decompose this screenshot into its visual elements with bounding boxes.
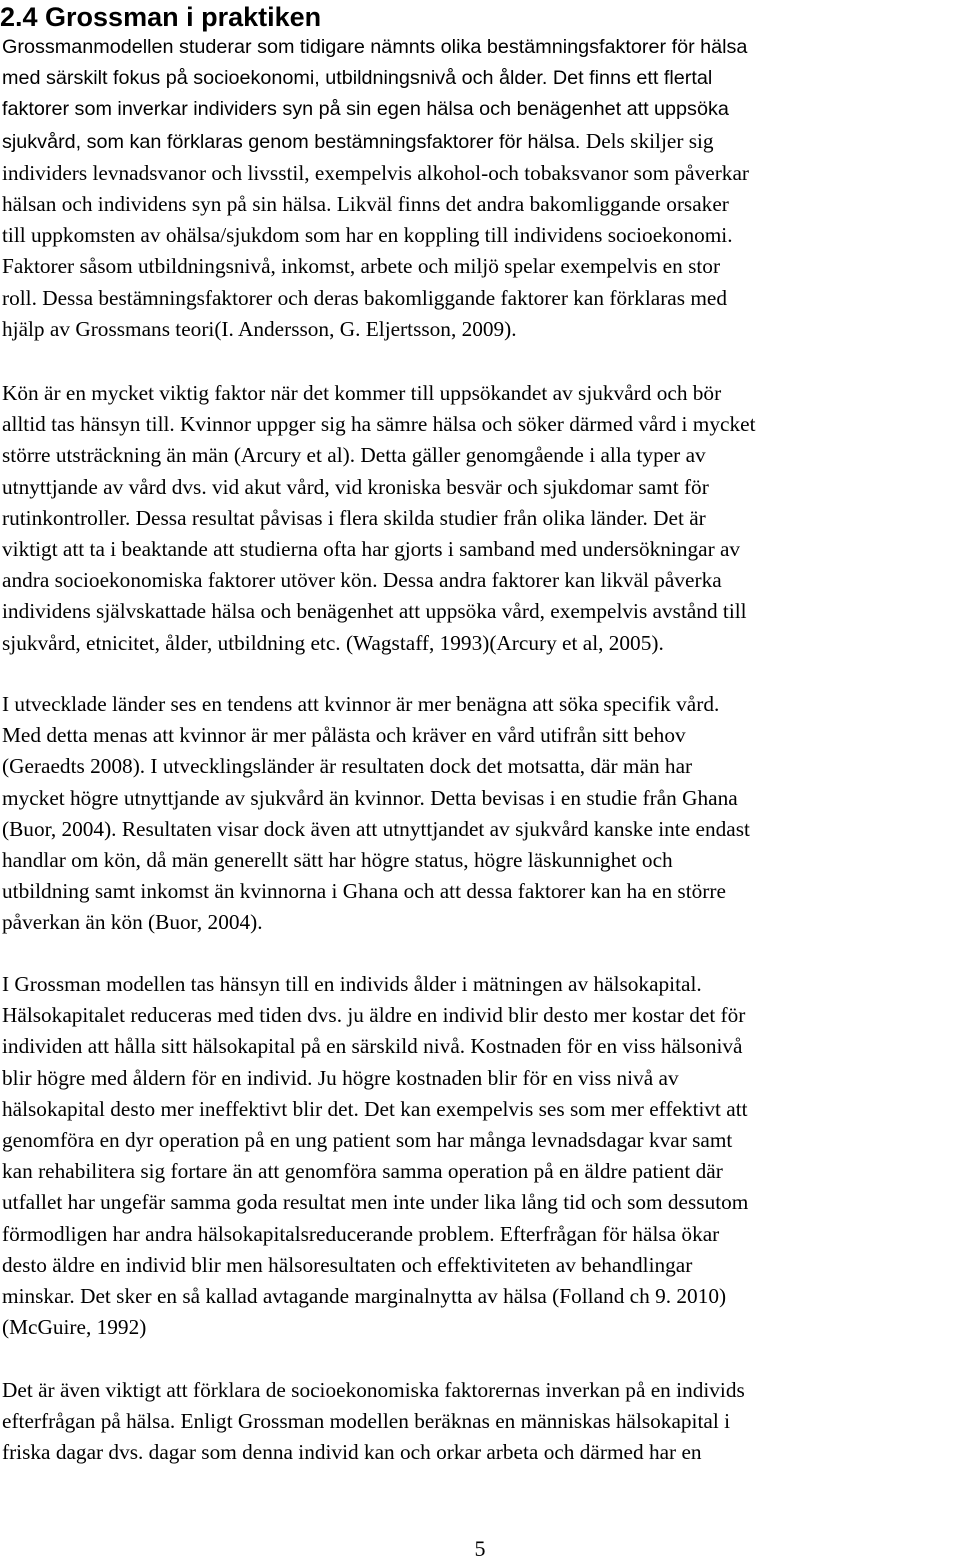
- text-line: rutinkontroller. Dessa resultat påvisas i flera skilda studier från olika länder. Det är: [2, 505, 706, 530]
- text-line: desto äldre en individ blir men hälsoresultaten och effektiviteten av behandlingar: [2, 1252, 693, 1277]
- text-line: Med detta menas att kvinnor är mer pålästa och kräver en vård utifrån sitt behov: [2, 723, 686, 748]
- text-line: alltid tas hänsyn till. Kvinnor uppger sig ha sämre hälsa och söker därmed vård i mycket: [2, 412, 756, 437]
- text-line: hjälp av Grossmans teori(I. Andersson, G. Eljertsson, 2009).: [2, 316, 517, 341]
- text-line: (Geraedts 2008). I utvecklingsländer är resultaten dock det motsatta, där män har: [2, 754, 693, 779]
- text-line: (McGuire, 1992): [2, 1315, 147, 1340]
- section-heading: 2.4 Grossman i praktiken: [0, 2, 322, 32]
- paragraph-socioeconomic: [2, 1375, 745, 1469]
- text-line: individens självskattade hälsa och benägenhet att uppsöka vård, exempelvis avstånd till: [2, 599, 747, 624]
- text-line: till uppkomsten av ohälsa/sjukdom som har en koppling till individens socioekonomi.: [2, 223, 733, 248]
- paragraph-intro: [2, 32, 749, 345]
- text-line: genomföra en dyr operation på en ung patient som har många levnadsdagar kvar samt: [2, 1128, 733, 1153]
- text-line: Det är även viktigt att förklara de socioekonomiska faktorernas inverkan på en individs: [2, 1378, 745, 1402]
- text-line: med särskilt fokus på socioekonomi, utbildningsnivå och ålder. Det finns ett flertal: [2, 67, 713, 90]
- page-number: 5: [474, 1536, 486, 1561]
- text-line: Faktorer såsom utbildningsnivå, inkomst, arbete och miljö spelar exempelvis en stor: [2, 254, 721, 279]
- text-line: utbildning samt inkomst än kvinnorna i Ghana och att dessa faktorer kan ha en större: [2, 879, 726, 904]
- text-line: påverkan än kön (Buor, 2004).: [2, 910, 263, 935]
- text-line: I Grossman modellen tas hänsyn till en individs ålder i mätningen av hälsokapital.: [2, 972, 702, 996]
- text-line: Kön är en mycket viktig faktor när det kommer till uppsökandet av sjukvård och bör: [2, 381, 722, 405]
- text-line: handlar om kön, då män generellt sätt har högre status, högre läskunnighet och: [2, 848, 673, 873]
- text-line: viktigt att ta i beaktande att studierna ofta har gjorts i samband med undersökningar av: [2, 537, 741, 562]
- text-line: [2, 126, 749, 158]
- text-line: blir högre med åldern för en individ. Ju högre kostnaden blir för en viss nivå av: [2, 1065, 679, 1090]
- text-line: förmodligen har andra hälsokapitalsreducerande problem. Efterfrågan för hälsa ökar: [2, 1221, 720, 1246]
- paragraph-developed-countries: [2, 689, 750, 939]
- text-line: utfallet har ungefär samma goda resultat men inte under lika lång tid och som dessutom: [2, 1190, 749, 1215]
- text-line: individen att hålla sitt hälsokapital på en särskild nivå. Kostnaden för en viss hälsonivå: [2, 1034, 743, 1059]
- text-line: hälsan och individens syn på sin hälsa. Likväl finns det andra bakomliggande orsaker: [2, 192, 729, 217]
- text-line: större utsträckning än män (Arcury et al). Detta gäller genomgående i alla typer av: [2, 443, 706, 468]
- paragraph-gender: [2, 378, 755, 659]
- text-line: mycket högre utnyttjande av sjukvård än kvinnor. Detta bevisas i en studie från Ghana: [2, 785, 738, 810]
- text-line: sjukvård, etnicitet, ålder, utbildning etc. (Wagstaff, 1993)(Arcury et al, 2005).: [2, 630, 664, 655]
- text-line: minskar. Det sker en så kallad avtagande marginalnytta av hälsa (Folland ch 9. 2010): [2, 1284, 727, 1309]
- text-line: Hälsokapitalet reduceras med tiden dvs. ju äldre en individ blir desto mer kostar det för: [2, 1003, 746, 1028]
- paragraph-age: [2, 969, 748, 1343]
- text-line: efterfrågan på hälsa. Enligt Grossman modellen beräknas en människas hälsokapital i: [2, 1409, 731, 1434]
- text-line: roll. Dessa bestämningsfaktorer och deras bakomliggande faktorer kan förklaras med: [2, 285, 728, 310]
- text-line: Grossmanmodellen studerar som tidigare nämnts olika bestämningsfaktorer för hälsa: [2, 36, 748, 58]
- text-line: I utvecklade länder ses en tendens att kvinnor är mer benägna att söka specifik vård.: [2, 692, 720, 716]
- text-line: hälsokapital desto mer ineffektivt blir det. Det kan exempelvis ses som mer effektivt att: [2, 1096, 748, 1121]
- text-line: andra socioekonomiska faktorer utöver kön. Dessa andra faktorer kan likväl påverka: [2, 568, 722, 593]
- text-segment: sjukvård, som kan förklaras genom bestämningsfaktorer för hälsa.: [2, 130, 581, 153]
- text-line: utnyttjande av vård dvs. vid akut vård, vid kroniska besvär och sjukdomar samt för: [2, 474, 709, 499]
- text-line: friska dagar dvs. dagar som denna individ kan och orkar arbeta och därmed har en: [2, 1440, 702, 1465]
- text-segment: Dels skiljer sig: [585, 128, 714, 153]
- text-line: (Buor, 2004). Resultaten visar dock även att utnyttjandet av sjukvård kanske inte endast: [2, 816, 750, 841]
- text-line: faktorer som inverkar individers syn på sin egen hälsa och benägenhet att uppsöka: [2, 98, 729, 121]
- text-line: individers levnadsvanor och livsstil, exempelvis alkohol-och tobaksvanor som påverkar: [2, 160, 749, 185]
- text-line: kan rehabilitera sig fortare än att genomföra samma operation på en äldre patient där: [2, 1159, 723, 1184]
